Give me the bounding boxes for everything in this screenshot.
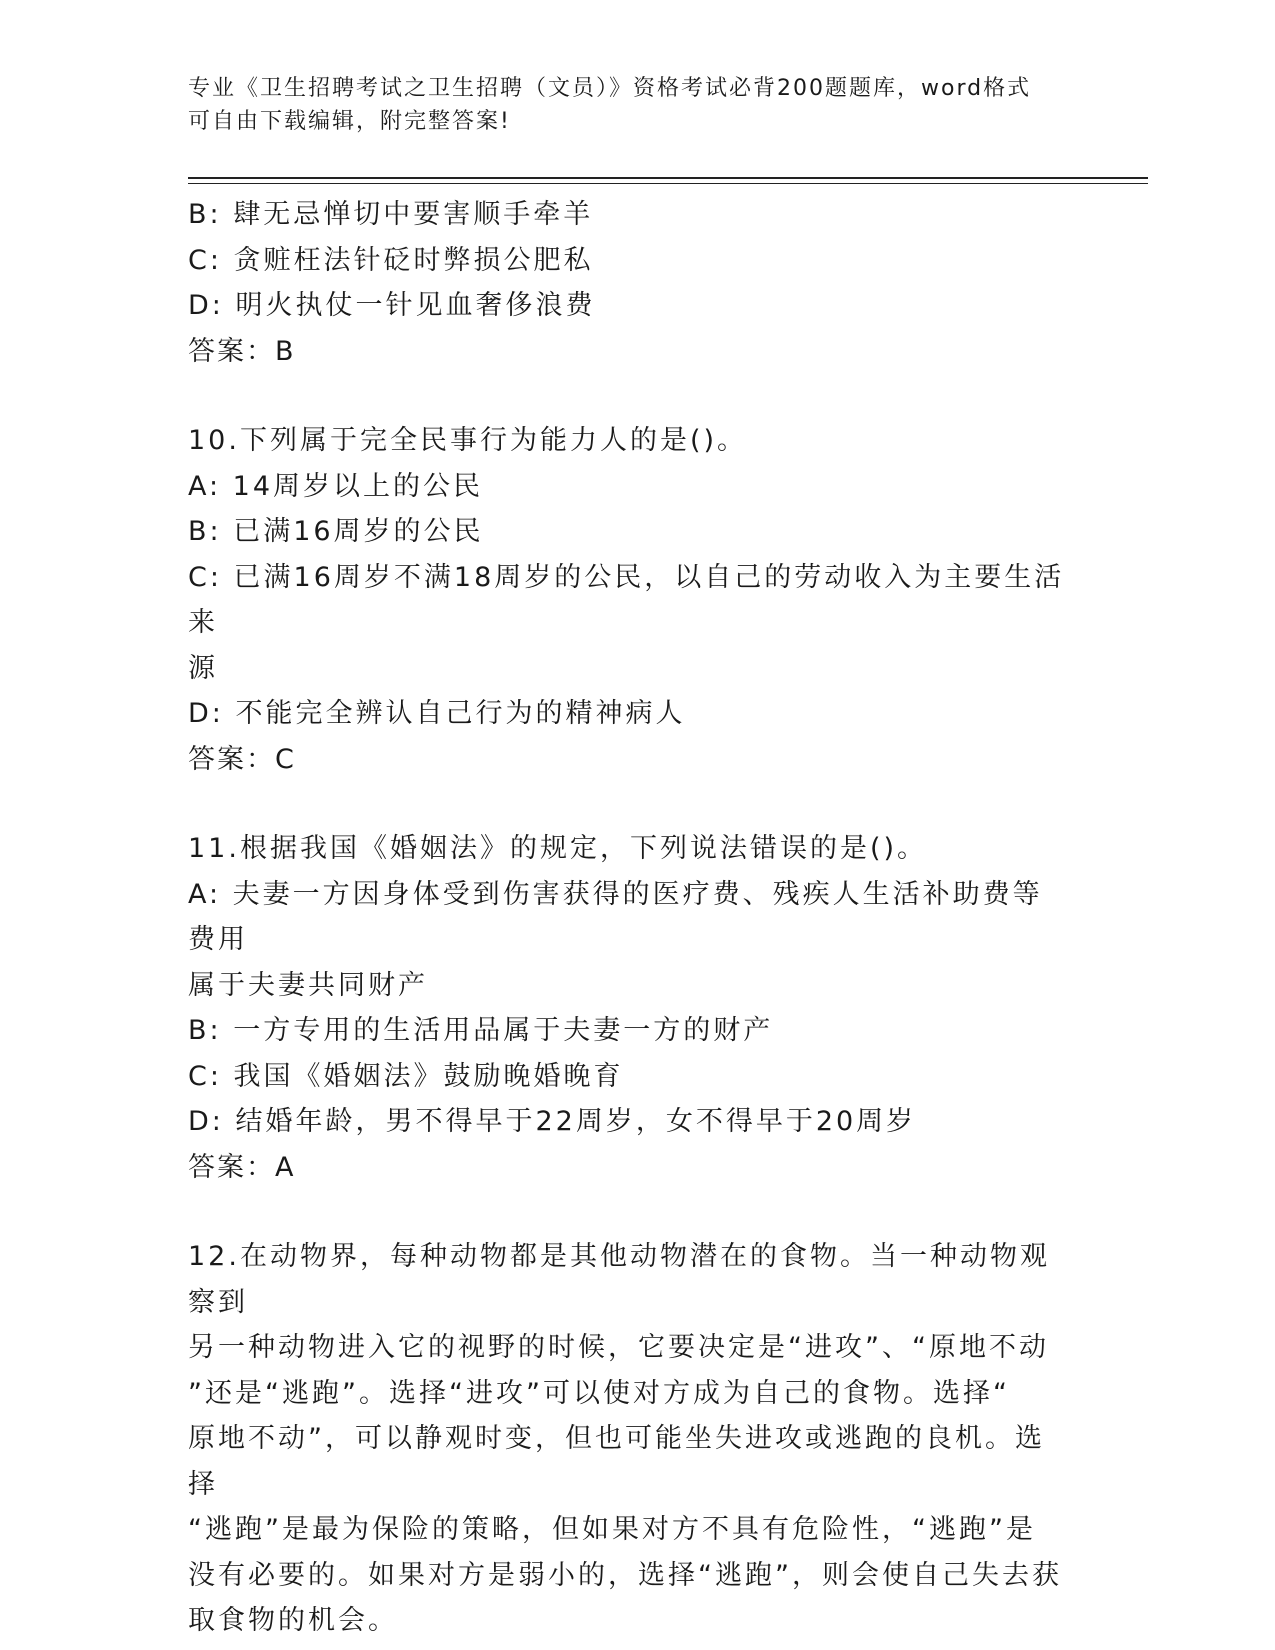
q9-answer: 答案：B [188,335,296,367]
spacer [188,374,1068,418]
q12-stem-line: 没有必要的。如果对方是弱小的，选择“逃跑”，则会使自己失去获 [188,1559,1062,1591]
q12-stem-line: 取食物的机会。 [188,1605,398,1636]
header-rule-thick [188,177,1148,179]
q12-stem-line: 12.在动物界，每种动物都是其他动物潜在的食物。当一种动物观察到 [188,1241,1050,1318]
q12-stem-line: 另一种动物进入它的视野的时候，它要决定是“进攻”、“原地不动 [188,1332,1049,1363]
spacer [188,782,1068,826]
spacer [188,1190,1068,1234]
q12-stem-line: ”还是“逃跑”。选择“进攻”可以使对方成为自己的食物。选择“ [188,1377,1010,1409]
q10-option-d: D: 不能完全辨认自己行为的精神病人 [188,698,686,729]
q10-answer: 答案：C [188,743,296,775]
q11-option-d: D: 结婚年龄，男不得早于22周岁，女不得早于20周岁 [188,1106,917,1137]
document-header [188,72,1088,138]
q12-stem-line: 原地不动”，可以静观时变，但也可能坐失进攻或逃跑的良机。选择 [188,1423,1045,1500]
q10-option-c-line-1: C: 已满16周岁不满18周岁的公民，以自己的劳动收入为主要生活来 [188,561,1065,638]
q9-option-d: D: 明火执仗一针见血奢侈浪费 [188,290,596,321]
question-10 [188,418,1068,782]
q10-stem: 10.下列属于完全民事行为能力人的是()。 [188,425,748,456]
q10-option-b: B: 已满16周岁的公民 [188,516,484,547]
q10-option-a: A: 14周岁以上的公民 [188,470,484,502]
question-11 [188,826,1068,1190]
q11-option-a-line-2: 属于夫妻共同财产 [188,969,428,1001]
q11-option-b: B: 一方专用的生活用品属于夫妻一方的财产 [188,1015,774,1046]
header-rule-thin [188,183,1148,184]
q10-option-c-line-2: 源 [188,652,218,684]
q11-option-a-line-1: A: 夫妻一方因身体受到伤害获得的医疗费、残疾人生活补助费等费用 [188,878,1043,955]
q9-option-b: B: 肆无忌惮切中要害顺手牵羊 [188,199,594,230]
q11-stem: 11.根据我国《婚姻法》的规定，下列说法错误的是()。 [188,833,928,864]
question-9-tail [188,192,1068,374]
document-body [188,192,1068,1644]
q11-answer: 答案：A [188,1151,296,1183]
q12-stem-line: “逃跑”是最为保险的策略，但如果对方不具有危险性，“逃跑”是 [188,1514,1036,1545]
q11-option-c: C: 我国《婚姻法》鼓励晚婚晚育 [188,1060,624,1092]
header-line-2: 可自由下载编辑，附完整答案! [188,109,511,134]
question-12 [188,1234,1068,1644]
q9-option-c: C: 贪赃枉法针砭时弊损公肥私 [188,244,594,276]
header-line-1: 专业《卫生招聘考试之卫生招聘（文员）》资格考试必背200题题库，word格式 [188,76,1032,101]
